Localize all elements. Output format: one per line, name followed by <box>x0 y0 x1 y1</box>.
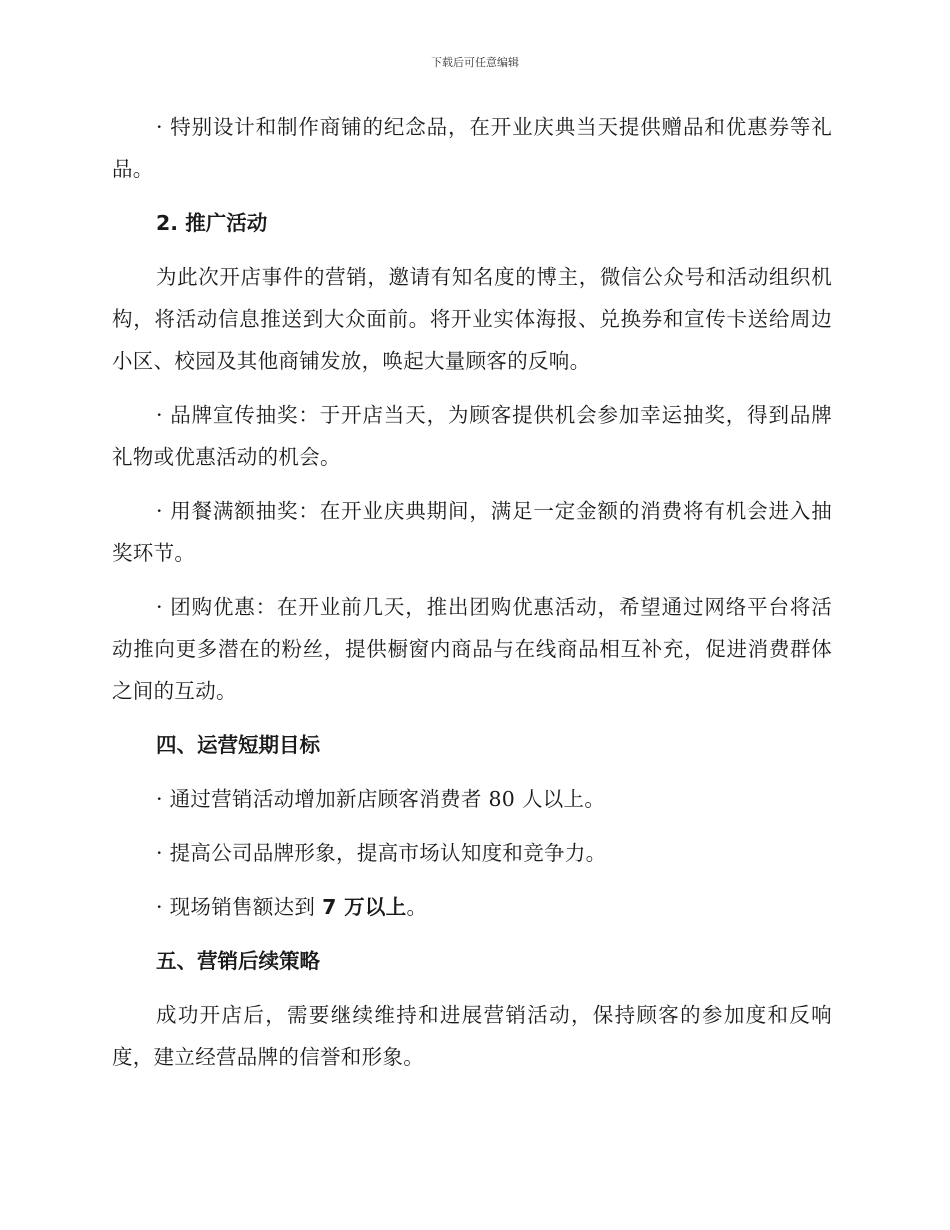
heading-follow-up-strategy: 五、营销后续策略 <box>156 949 320 973</box>
paragraph-goal-customers: · 通过营销活动增加新店顾客消费者 80 人以上。 <box>156 787 606 811</box>
paragraph-goal-brand: · 提高公司品牌形象，提高市场认知度和竞争力。 <box>156 841 607 865</box>
paragraph-promotion: 为此次开店事件的营销，邀请有知名度的博主，微信公众号和活动组织机构，将活动信息推送到大众面前。将开业实体海报、兑换券和宣传卡送给周边小区、校园及其他商铺发放，唤起大量顾客的反响。 <box>112 265 832 373</box>
paragraph-souvenir: · 特别设计和制作商铺的纪念品，在开业庆典当天提供赠品和优惠券等礼品。 <box>112 115 832 181</box>
goal-sales-amount: 7 万以上 <box>322 895 407 919</box>
header-note: 下载后可任意编辑 <box>431 56 519 69</box>
goal-sales-suffix: 。 <box>406 895 428 919</box>
paragraph-brand-lottery: · 品牌宣传抽奖：于开店当天，为顾客提供机会参加幸运抽奖，得到品牌礼物或优惠活动的机会。 <box>112 403 832 469</box>
heading-promotion: 2. 推广活动 <box>156 211 268 235</box>
paragraph-group-buy: · 团购优惠：在开业前几天，推出团购优惠活动，希望通过网络平台将活动推向更多潜在的粉丝，提供橱窗内商品与在线商品相互补充，促进消费群体之间的互动。 <box>112 595 832 703</box>
goal-sales-prefix: · 现场销售额达到 <box>156 895 323 919</box>
paragraph-follow-up: 成功开店后，需要继续维持和进展营销活动，保持顾客的参加度和反响度，建立经营品牌的信誉和形象。 <box>112 1003 832 1069</box>
heading-short-term-goals: 四、运营短期目标 <box>156 733 320 757</box>
paragraph-dining-lottery: · 用餐满额抽奖：在开业庆典期间，满足一定金额的消费将有机会进入抽奖环节。 <box>112 499 832 565</box>
document-body <box>112 106 832 1090</box>
paragraph-goal-sales <box>112 886 832 928</box>
